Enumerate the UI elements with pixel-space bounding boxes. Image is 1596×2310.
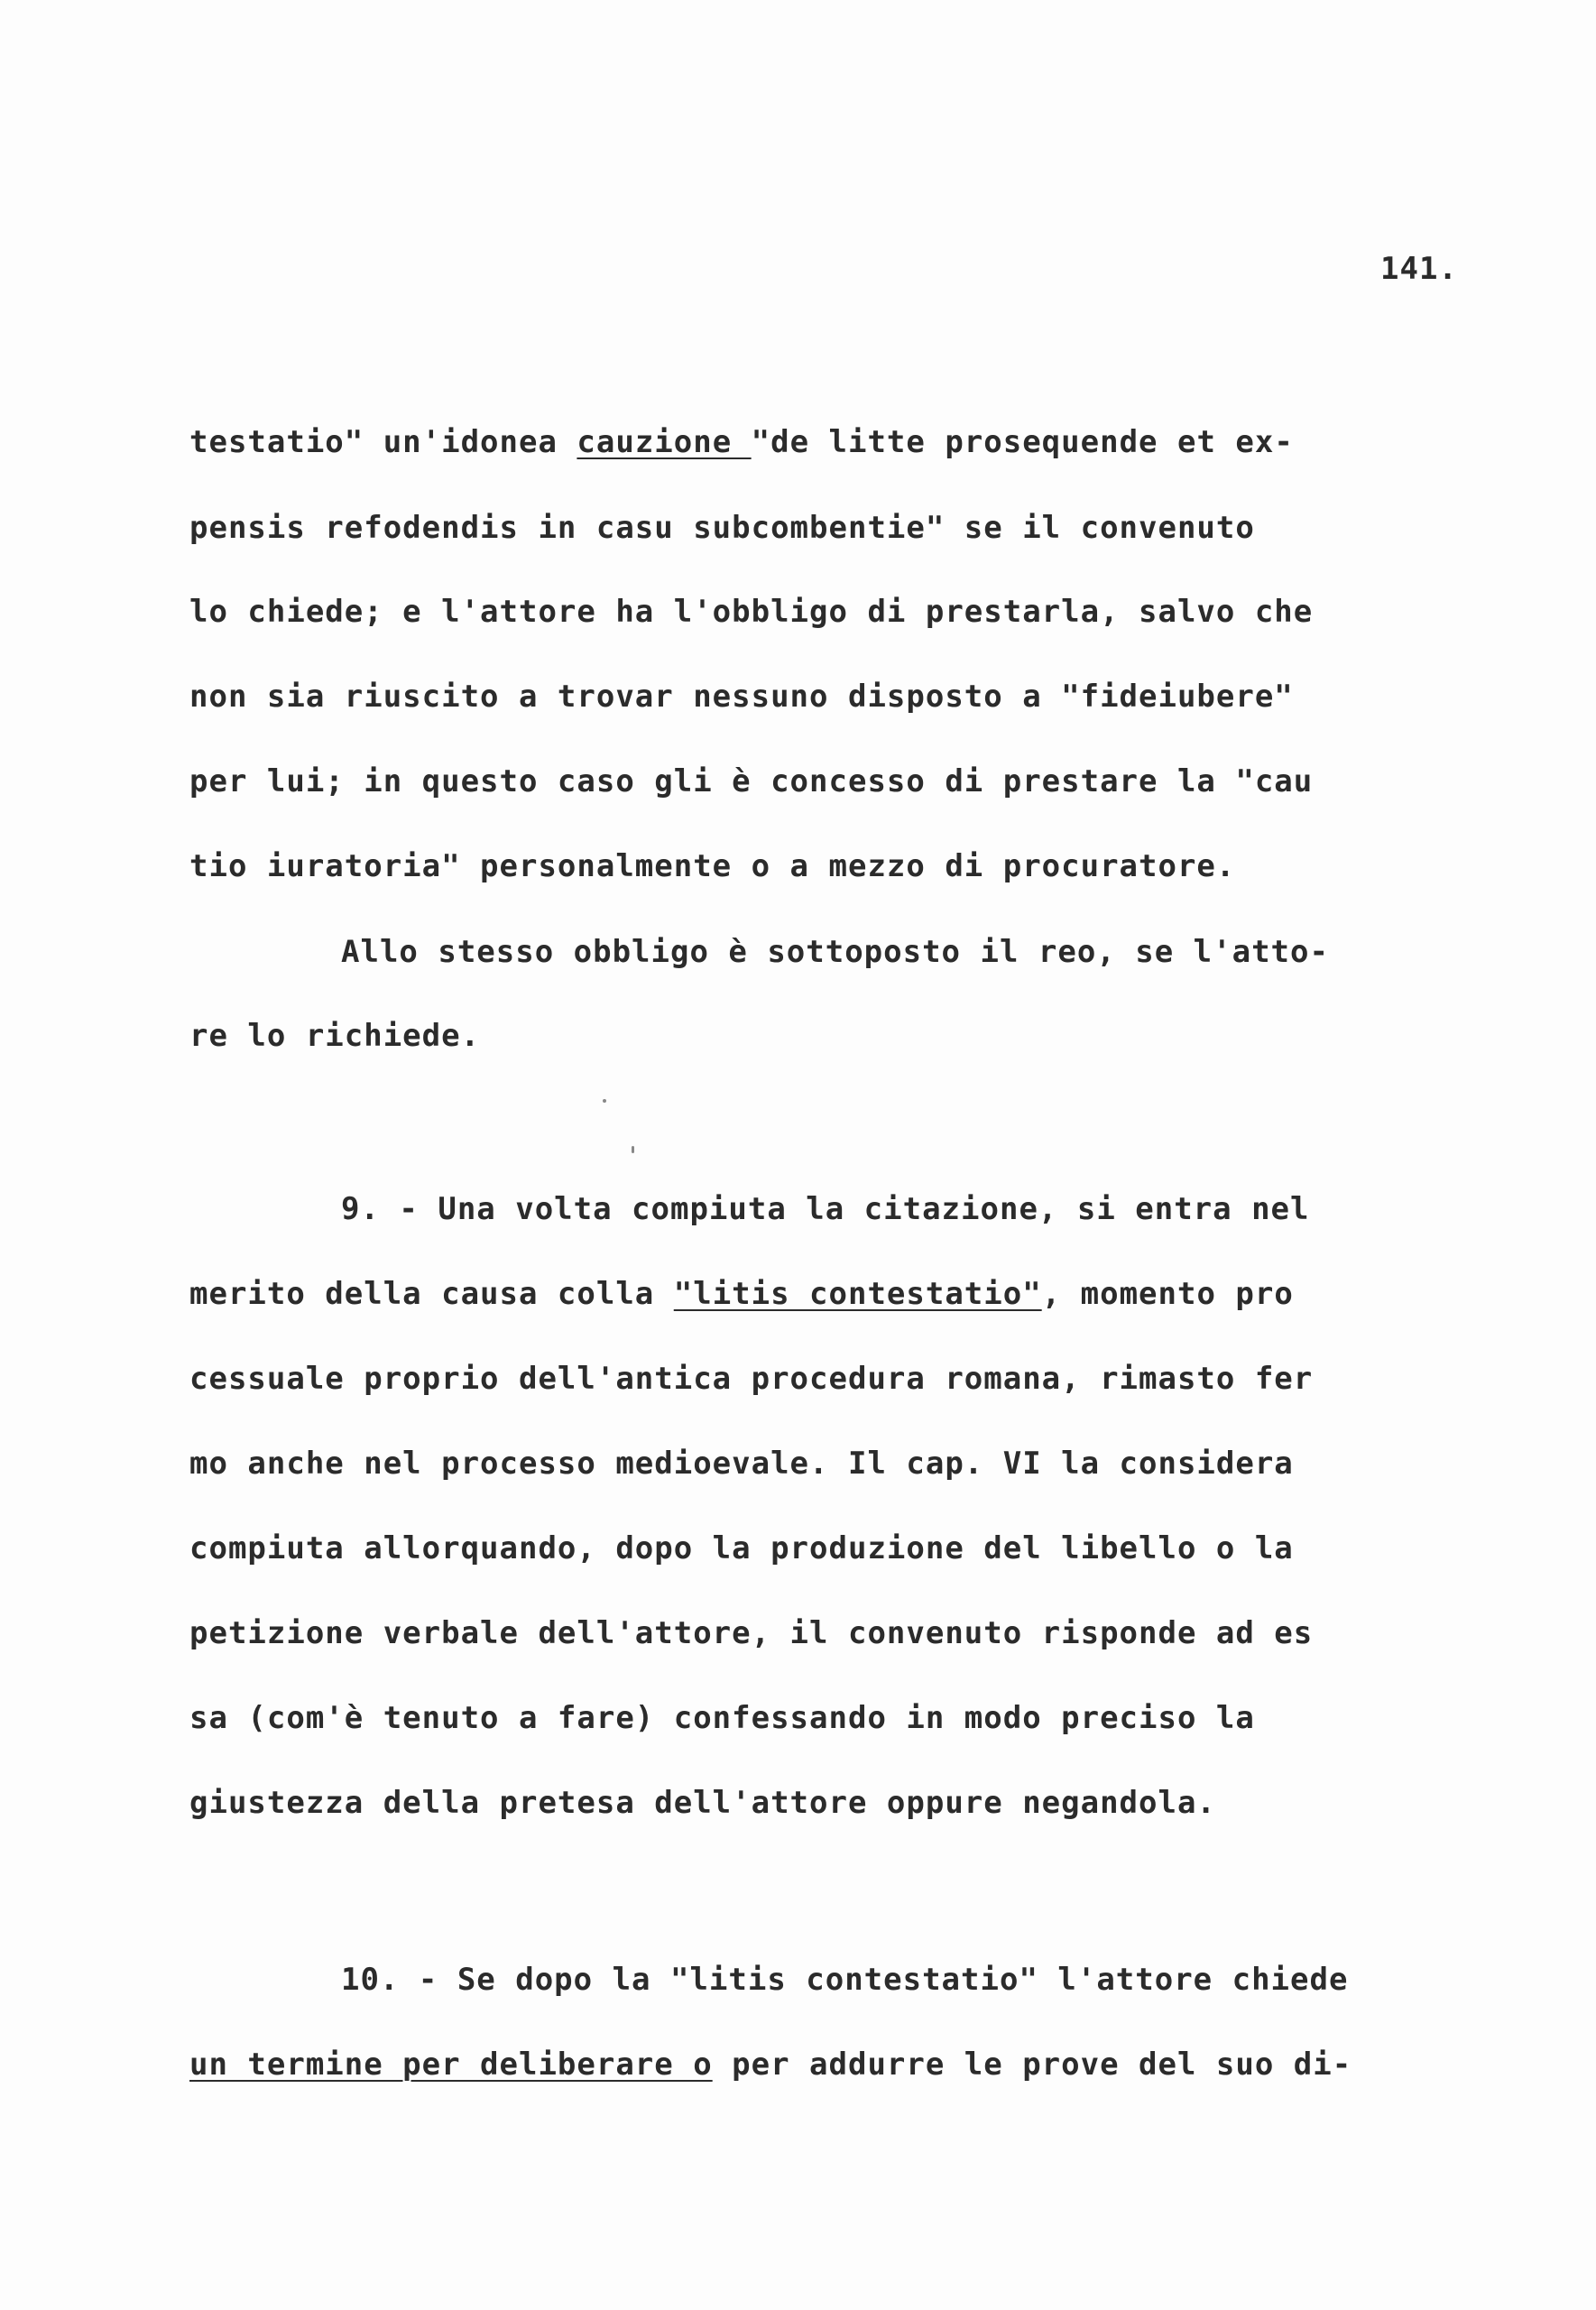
underlined-phrase: un termine per deliberare o <box>189 2047 713 2083</box>
text-line: non sia riuscito a trovar nessuno disposto a "fideiubere" <box>189 679 1294 715</box>
text-line: compiuta allorquando, dopo la produzione del libello o la <box>189 1530 1294 1566</box>
scan-speck <box>603 1099 606 1103</box>
text-line: 9. - Una volta compiuta la citazione, si entra nel <box>341 1191 1310 1227</box>
text-line <box>189 1276 1294 1312</box>
text-line: pensis refodendis in casu subcombentie" se il convenuto <box>189 510 1255 546</box>
text-segment: , momento pro <box>1041 1276 1294 1312</box>
text-line: tio iuratoria" personalmente o a mezzo di procuratore. <box>189 848 1236 884</box>
text-line: giustezza della pretesa dell'attore oppure negandola. <box>189 1785 1216 1821</box>
text-line: cessuale proprio dell'antica procedura romana, rimasto fer <box>189 1361 1314 1397</box>
text-line: lo chiede; e l'attore ha l'obbligo di prestarla, salvo che <box>189 594 1314 630</box>
text-line: 10. - Se dopo la "litis contestatio" l'attore chiede <box>341 1962 1349 1998</box>
underlined-phrase: "litis contestatio" <box>673 1276 1042 1312</box>
text-segment: "de litte prosequende et ex- <box>751 424 1294 460</box>
text-line: per lui; in questo caso gli è concesso di prestare la "cau <box>189 763 1314 799</box>
scan-speck <box>632 1146 634 1153</box>
text-line: sa (com'è tenuto a fare) confessando in modo preciso la <box>189 1700 1255 1736</box>
text-segment: testatio" un'idonea <box>189 424 577 460</box>
text-line: re lo richiede. <box>189 1018 481 1054</box>
text-line: mo anche nel processo medioevale. Il cap. VI la considera <box>189 1446 1294 1482</box>
text-segment: per addurre le prove del suo di- <box>712 2047 1352 2083</box>
text-line <box>189 2047 1352 2083</box>
text-line: petizione verbale dell'attore, il convenuto risponde ad es <box>189 1615 1314 1651</box>
text-line <box>189 424 1294 460</box>
underlined-word: cauzione <box>577 424 752 460</box>
text-line: Allo stesso obbligo è sottoposto il reo, se l'atto- <box>341 934 1329 970</box>
page-number: 141. <box>1380 251 1458 287</box>
text-segment: merito della causa colla <box>189 1276 674 1312</box>
